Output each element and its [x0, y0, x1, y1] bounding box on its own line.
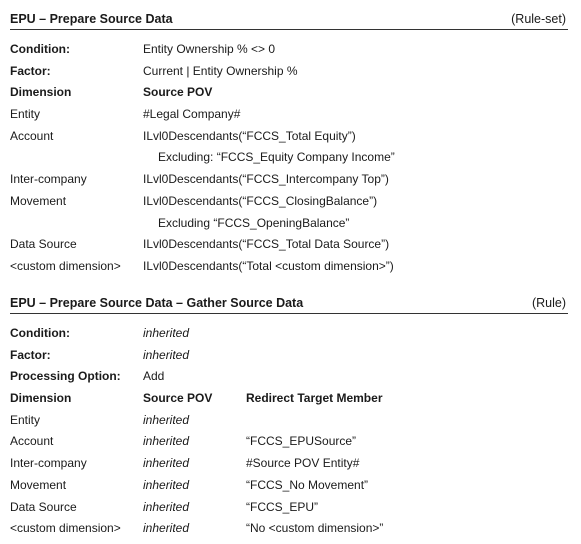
- source-pov-cell: Excluding “FCCS_OpeningBalance”: [158, 215, 350, 230]
- dimension-cell: Movement: [10, 477, 67, 492]
- source-pov-cell: ILvl0Descendants(“FCCS_Total Data Source”): [143, 237, 390, 252]
- ruleset-section: [10, 8, 568, 278]
- dimension-cell: Inter-company: [10, 456, 87, 471]
- table-row: [10, 191, 568, 213]
- rule-column-headers: [10, 388, 568, 410]
- condition-label: Condition:: [10, 42, 70, 56]
- ruleset-factor-row: [10, 61, 568, 83]
- table-row: [10, 518, 568, 540]
- dimension-cell: Entity: [10, 412, 41, 427]
- dimension-cell: Data Source: [10, 237, 77, 252]
- ruleset-kind: (Rule-set): [511, 12, 566, 26]
- source-pov-cell: inherited: [143, 499, 190, 514]
- rule-kind: (Rule): [531, 296, 566, 310]
- redirect-target-cell: “FCCS_No Movement”: [246, 477, 369, 492]
- rule-factor-row: [10, 345, 568, 367]
- rule-rows: [10, 323, 568, 540]
- dimension-cell: <custom dimension>: [10, 258, 121, 273]
- ruleset-condition-row: [10, 39, 568, 61]
- rule-condition-row: [10, 323, 568, 345]
- dimension-cell: Movement: [10, 193, 67, 208]
- source-pov-cell: inherited: [143, 477, 190, 492]
- ruleset-rows: [10, 39, 568, 278]
- ruleset-title: EPU – Prepare Source Data: [10, 12, 173, 26]
- dimension-cell: Inter-company: [10, 172, 87, 187]
- source-pov-cell: #Legal Company#: [143, 107, 241, 122]
- redirect-target-cell: “FCCS_EPU”: [246, 499, 319, 514]
- document-page: [10, 8, 568, 536]
- processing-option-label: Processing Option:: [10, 369, 121, 384]
- processing-option-value: Add: [143, 369, 165, 384]
- source-pov-cell: inherited: [143, 521, 190, 536]
- dimension-cell: Entity: [10, 107, 41, 122]
- table-row: [10, 453, 568, 475]
- condition-value: Entity Ownership % <> 0: [143, 42, 276, 56]
- dimension-cell: Account: [10, 128, 54, 143]
- redirect-target-header: Redirect Target Member: [246, 391, 383, 406]
- dimension-cell: Account: [10, 434, 54, 449]
- source-pov-cell: ILvl0Descendants(“FCCS_ClosingBalance”): [143, 193, 378, 208]
- dimension-cell: Data Source: [10, 499, 77, 514]
- redirect-target-cell: #Source POV Entity#: [246, 456, 360, 471]
- table-row: [10, 126, 568, 148]
- source-pov-cell: ILvl0Descendants(“Total <custom dimension>”): [143, 258, 394, 273]
- dimension-header: Dimension: [10, 85, 72, 100]
- redirect-target-cell: “FCCS_EPUSource”: [246, 434, 357, 449]
- condition-label: Condition:: [10, 326, 70, 340]
- rule-processing-row: [10, 366, 568, 388]
- table-row: [10, 104, 568, 126]
- source-pov-cell: Excluding: “FCCS_Equity Company Income”: [158, 150, 395, 165]
- table-row: [10, 234, 568, 256]
- table-row: [10, 475, 568, 497]
- factor-value: inherited: [143, 347, 190, 362]
- table-row: [10, 169, 568, 191]
- ruleset-header: [10, 8, 568, 30]
- condition-value: inherited: [143, 326, 190, 340]
- table-row: [10, 213, 568, 235]
- factor-label: Factor:: [10, 347, 51, 362]
- dimension-cell: [10, 147, 143, 169]
- dimension-cell: [10, 213, 143, 235]
- source-pov-cell: ILvl0Descendants(“FCCS_Intercompany Top”): [143, 172, 389, 187]
- source-pov-cell: inherited: [143, 456, 190, 471]
- source-pov-header: Source POV: [143, 391, 213, 406]
- dimension-cell: <custom dimension>: [10, 521, 121, 536]
- source-pov-cell: inherited: [143, 434, 190, 449]
- table-row: [10, 256, 568, 278]
- source-pov-header: Source POV: [143, 85, 213, 100]
- dimension-header: Dimension: [10, 391, 72, 406]
- factor-label: Factor:: [10, 63, 51, 78]
- rule-header: [10, 292, 568, 314]
- redirect-target-cell: “No <custom dimension>”: [246, 521, 384, 536]
- source-pov-cell: inherited: [143, 412, 190, 427]
- table-row: [10, 431, 568, 453]
- ruleset-column-headers: [10, 82, 568, 104]
- table-row: [10, 147, 568, 169]
- table-row: [10, 497, 568, 519]
- rule-title: EPU – Prepare Source Data – Gather Source Data: [10, 296, 304, 310]
- factor-value: Current | Entity Ownership %: [143, 63, 298, 78]
- source-pov-cell: ILvl0Descendants(“FCCS_Total Equity”): [143, 128, 356, 143]
- table-row: [10, 410, 568, 432]
- rule-section: [10, 292, 568, 540]
